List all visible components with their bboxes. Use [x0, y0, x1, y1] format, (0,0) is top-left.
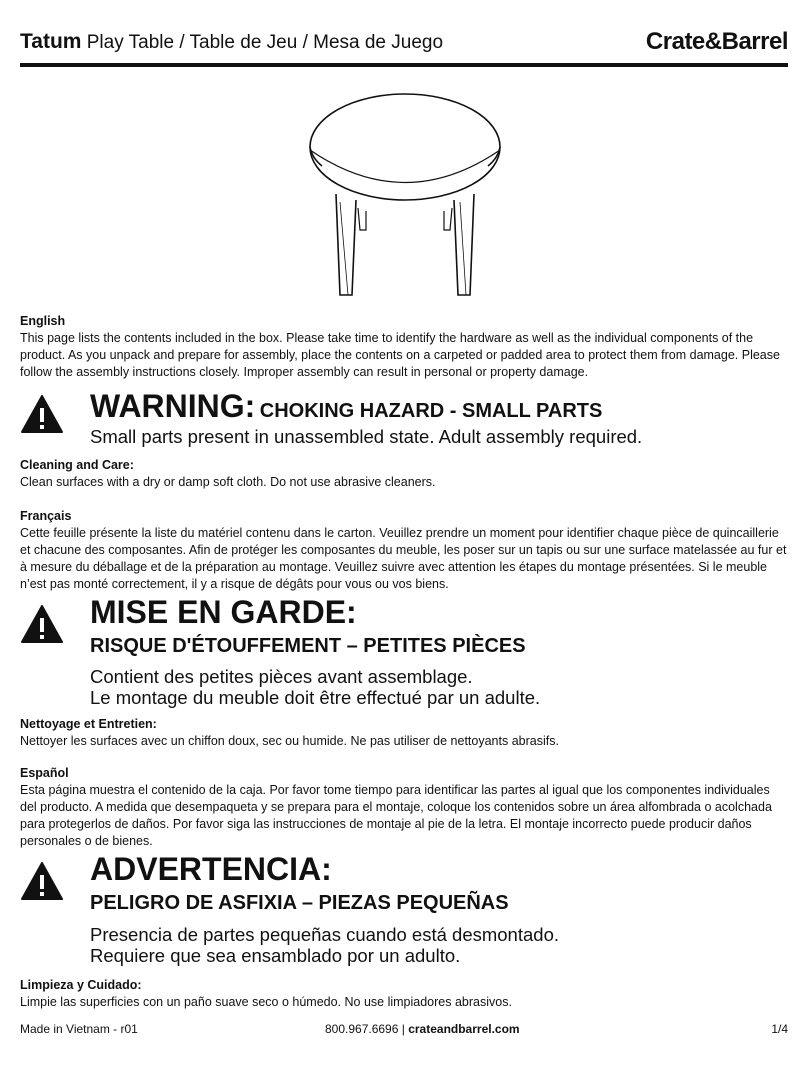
spanish-care-text: Limpie las superficies con un paño suave seco o húmedo. No use limpiadores abrasivos.	[20, 995, 512, 1009]
french-warning-text-1: Contient des petites pièces avant assemblage.	[90, 666, 473, 687]
english-warning	[20, 390, 788, 450]
page-header	[20, 28, 788, 64]
english-care-title: Cleaning and Care:	[20, 458, 134, 472]
english-care-text: Clean surfaces with a dry or damp soft cloth. Do not use abrasive cleaners.	[20, 475, 436, 489]
spanish-care-title: Limpieza y Cuidado:	[20, 978, 142, 992]
table-illustration	[300, 90, 510, 305]
french-intro: Cette feuille présente la liste du matériel contenu dans le carton. Veuillez prendre un moment pour identifier chaque pièce de quincaillerie et chacune des composantes. Afin de protéger les composantes du meuble, les poser sur un tapis ou sur une surface matelassée au fur et à mesure du déballage et de la préparation au montage. Veuillez suivre avec attention les étapes du montage présentées. Si le meuble n’est pas monté correctement, il y a risque de dégâts pour vous ou vos biens.	[20, 526, 787, 591]
website-link[interactable]: crateandbarrel.com	[408, 1022, 520, 1036]
warning-triangle-icon	[20, 604, 64, 644]
english-warning-title: CHOKING HAZARD - SMALL PARTS	[259, 400, 603, 422]
spanish-section	[20, 765, 788, 850]
made-in-label: Made in Vietnam - r01	[20, 1022, 138, 1036]
product-name: Tatum	[20, 30, 82, 53]
french-warning-word: MISE EN GARDE:	[90, 594, 357, 630]
warning-triangle-icon	[20, 861, 64, 901]
spanish-warning-text-1: Presencia de partes pequeñas cuando está desmontado.	[90, 924, 559, 945]
contact-separator: |	[398, 1022, 409, 1036]
brand-logo: Crate&Barrel	[645, 28, 788, 55]
french-care-title: Nettoyage et Entretien:	[20, 717, 157, 731]
spanish-warning-word: ADVERTENCIA:	[90, 851, 332, 887]
spanish-intro: Esta página muestra el contenido de la caja. Por favor tome tiempo para identificar las partes al igual que los componentes individuales del producto. A medida que desempaqueta y se prepara para el montaje, coloque los contenidos sobre un área alfombrada o acolchada para protegerlos de daños. Por favor siga las instrucciones de montaje al pie de la letra. El montaje incorrecto puede producir daños personales o de bienes.	[20, 783, 772, 848]
french-care	[20, 716, 788, 750]
french-warning	[20, 594, 788, 708]
english-warning-text: Small parts present in unassembled state. Adult assembly required.	[90, 426, 643, 447]
document-title	[20, 30, 443, 54]
french-section	[20, 508, 788, 593]
spanish-warning-text-2: Requiere que sea ensamblado por un adulto.	[90, 945, 461, 966]
french-heading: Français	[20, 509, 72, 523]
english-warning-word: WARNING:	[90, 388, 256, 424]
english-warning-heading	[90, 388, 602, 425]
product-subtitle: Play Table / Table de Jeu / Mesa de Juego	[86, 32, 444, 53]
english-section	[20, 313, 788, 381]
french-warning-title: RISQUE D'ÉTOUFFEMENT – PETITES PIÈCES	[90, 635, 526, 657]
spanish-warning-title: PELIGRO DE ASFIXIA – PIEZAS PEQUEÑAS	[90, 892, 509, 914]
english-intro: This page lists the contents included in the box. Please take time to identify the hardware as well as the individual components of the product. As you unpack and prepare for assembly, place the contents on a carpeted or padded area to protect them from damage. Please follow the assembly instructions closely. Improper assembly can result in personal or property damage.	[20, 331, 780, 379]
phone-number: 800.967.6696	[325, 1022, 399, 1036]
spanish-care	[20, 977, 788, 1011]
page-number: 1/4	[771, 1022, 788, 1036]
english-heading: English	[20, 314, 66, 328]
english-care	[20, 457, 788, 491]
french-warning-text-2: Le montage du meuble doit être effectué par un adulte.	[90, 687, 541, 708]
french-care-text: Nettoyer les surfaces avec un chiffon doux, sec ou humide. Ne pas utiliser de nettoyants abrasifs.	[20, 734, 559, 748]
header-rule	[20, 63, 788, 67]
contact-info	[325, 1022, 520, 1036]
warning-triangle-icon	[20, 394, 64, 434]
spanish-heading: Español	[20, 766, 69, 780]
spanish-warning	[20, 851, 788, 966]
